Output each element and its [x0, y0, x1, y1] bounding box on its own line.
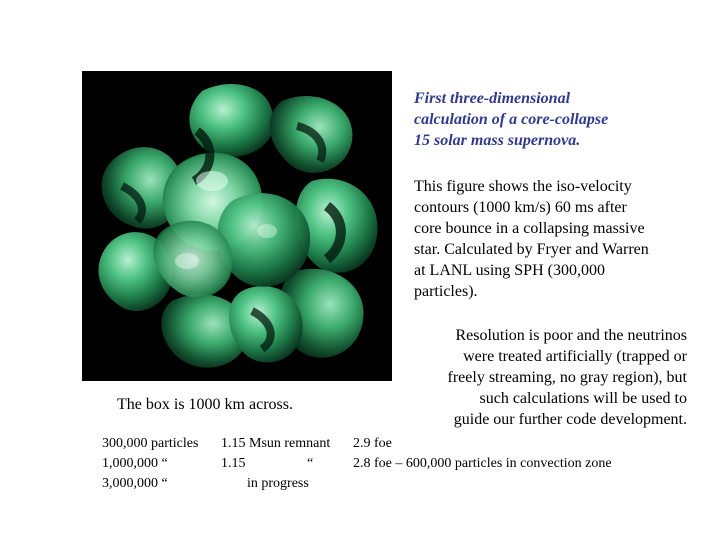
title-line: calculation of a core-collapse [414, 111, 609, 128]
remnant-ditto-cell: “ [307, 456, 314, 471]
resolution-line: freely streaming, no gray region), but [447, 369, 687, 386]
iso-velocity-contour-image [82, 71, 392, 381]
particles-cell: 300,000 particles [102, 436, 199, 451]
particles-cell: 3,000,000 “ [102, 476, 168, 491]
description-line: star. Calculated by Fryer and Warren [414, 241, 649, 258]
title-line: First three-dimensional [414, 90, 571, 107]
supernova-contour-figure [82, 71, 392, 381]
resolution-line: Resolution is poor and the neutrinos [455, 327, 687, 344]
resolution-paragraph [403, 325, 687, 430]
slide-title [414, 88, 704, 151]
remnant-cell: 1.15 Msun remnant [221, 436, 331, 451]
description-line: core bounce in a collapsing massive [414, 220, 645, 237]
energy-cell: 2.8 foe – 600,000 particles in convection zone [353, 456, 612, 471]
contour-lobe [189, 84, 274, 157]
contour-lobes [98, 84, 377, 368]
description-line: particles). [414, 283, 478, 300]
particles-cell: 1,000,000 “ [102, 456, 168, 471]
resolution-line: such calculations will be used to [479, 390, 687, 407]
remnant-cell: 1.15 [221, 456, 246, 471]
description-line: at LANL using SPH (300,000 [414, 262, 605, 279]
title-line: 15 solar mass supernova. [414, 132, 581, 149]
contour-lobe [218, 193, 311, 287]
contour-highlight [175, 253, 199, 269]
resolution-line: were treated artificially (trapped or [463, 348, 687, 365]
description-paragraph [414, 176, 649, 302]
contour-highlight [196, 171, 228, 191]
remnant-cell: in progress [247, 476, 309, 491]
contour-highlight [257, 224, 277, 238]
description-line: This figure shows the iso-velocity [414, 178, 632, 195]
resolution-line: guide our further code development. [453, 411, 687, 428]
figure-caption: The box is 1000 km across. [117, 396, 293, 413]
energy-cell: 2.9 foe [353, 436, 392, 451]
description-line: contours (1000 km/s) 60 ms after [414, 199, 627, 216]
